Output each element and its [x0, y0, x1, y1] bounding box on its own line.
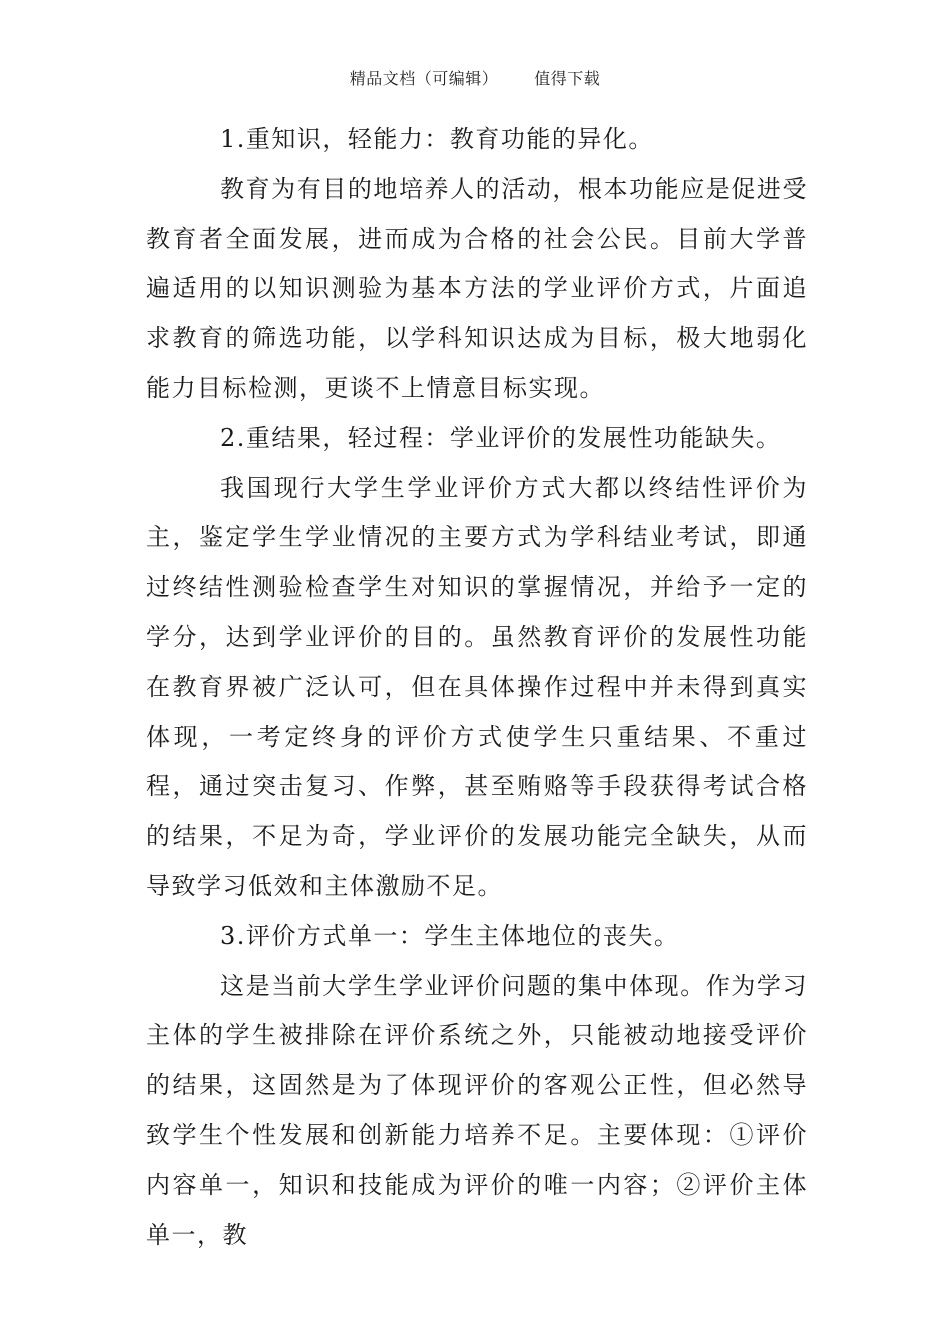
page-header	[0, 66, 950, 89]
header-right-text: 值得下载	[534, 69, 601, 88]
section-heading-3: 3.评价方式单一：学生主体地位的丧失。	[220, 921, 680, 950]
body-paragraph-2: 我国现行大学生学业评价方式大都以终结性评价为主，鉴定学生学业情况的主要方式为学科结业考试，即通过终结性测验检查学生对知识的掌握情况，并给予一定的学分，达到学业评价的目的。虽然教育评价的发展性功能在教育界被广泛认可，但在具体操作过程中并未得到真实体现，一考定终身的评价方式使学生只重结果、不重过程，通过突击复习、作弊，甚至贿赂等手段获得考试合格的结果，不足为奇，学业评价的发展功能完全缺失，从而导致学习低效和主体激励不足。	[146, 473, 808, 900]
section-heading-2: 2.重结果，轻过程：学业评价的发展性功能缺失。	[220, 423, 782, 452]
header-left-text: 精品文档（可编辑）	[349, 69, 499, 88]
body-paragraph-1: 教育为有目的地培养人的活动，根本功能应是促进受教育者全面发展，进而成为合格的社会公民。目前大学普遍适用的以知识测验为基本方法的学业评价方式，片面追求教育的筛选功能，以学科知识达成为目标，极大地弱化能力目标检测，更谈不上情意目标实现。	[146, 174, 808, 402]
section-heading-1: 1.重知识，轻能力：教育功能的异化。	[220, 125, 654, 153]
body-paragraph-3: 这是当前大学生学业评价问题的集中体现。作为学习主体的学生被排除在评价系统之外，只能被动地接受评价的结果，这固然是为了体现评价的客观公正性，但必然导致学生个性发展和创新能力培养不足。主要体现：①评价内容单一，知识和技能成为评价的唯一内容；②评价主体单一，教	[146, 971, 808, 1249]
document-body	[146, 115, 808, 1260]
